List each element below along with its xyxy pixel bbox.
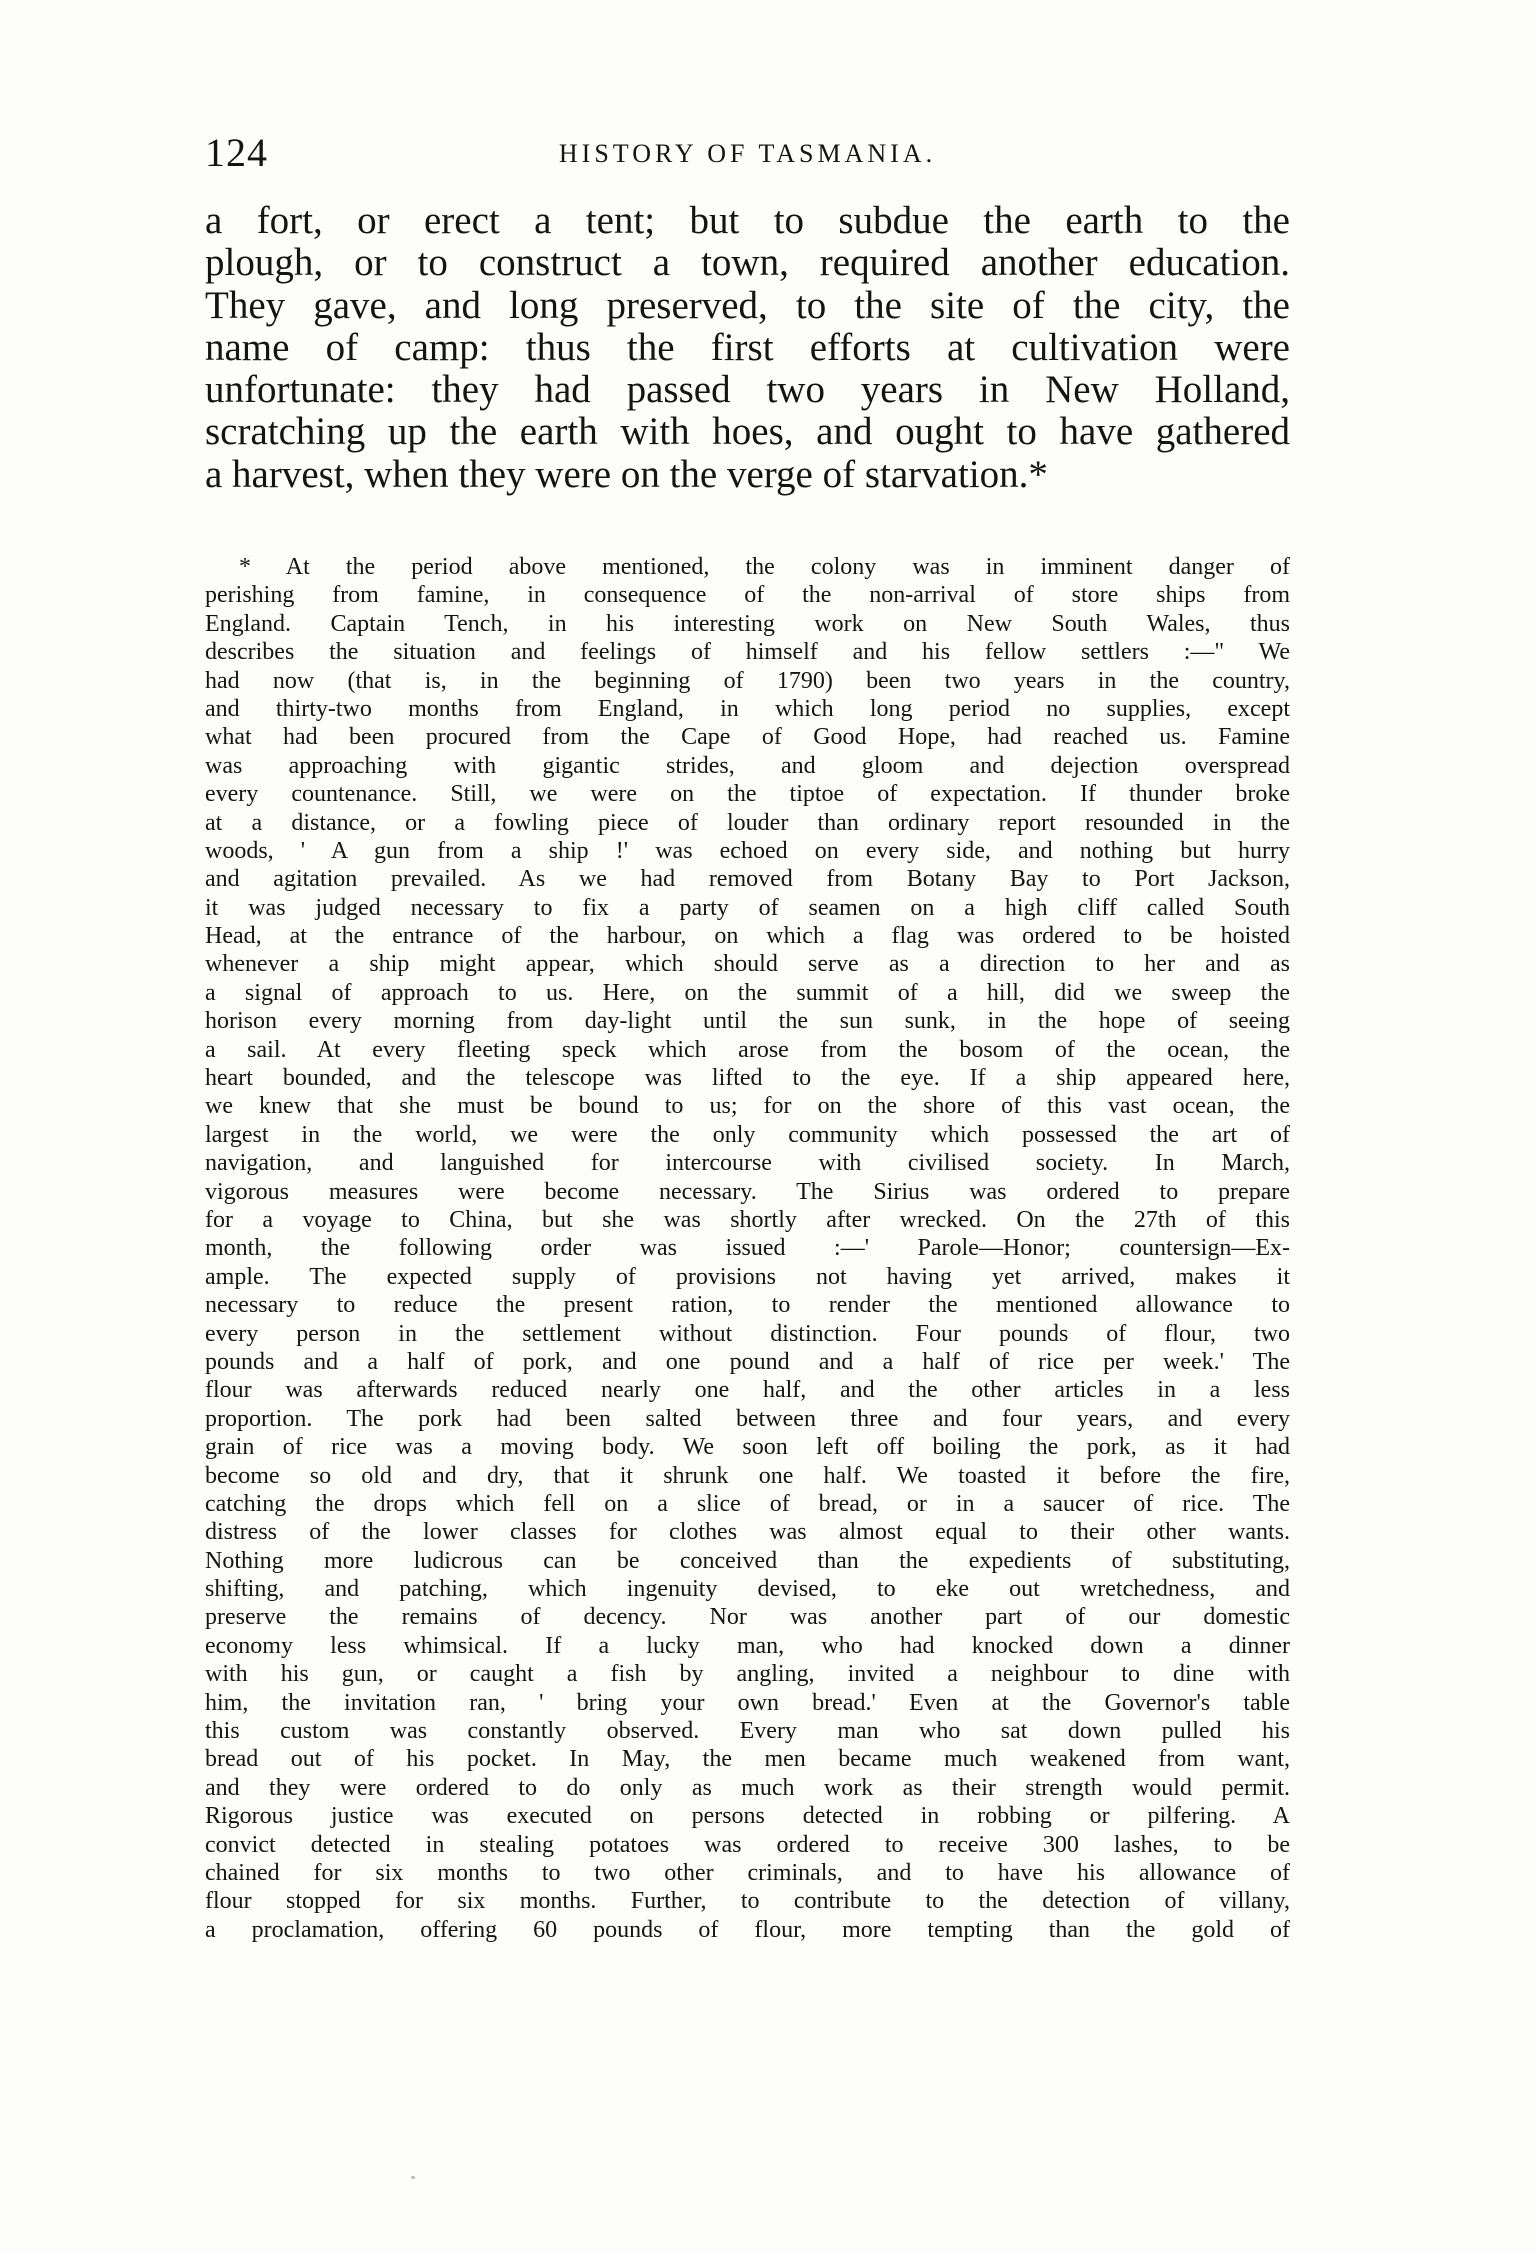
- footnote-line: was approaching with gigantic strides, and gloom and dejection overspread: [205, 752, 1290, 779]
- footnote-line: and thirty-two months from England, in which long period no supplies, except: [205, 695, 1290, 722]
- footnote-line: every person in the settlement without distinction. Four pounds of flour, two: [205, 1320, 1290, 1347]
- footnote-line: grain of rice was a moving body. We soon left off boiling the pork, as it had: [205, 1434, 1290, 1461]
- footnote-line: vigorous measures were become necessary. The Sirius was ordered to prepare: [205, 1178, 1290, 1205]
- footnote-line: Nothing more ludicrous can be conceived than the expedients of substituting,: [205, 1547, 1290, 1574]
- footnote-line: * At the period above mentioned, the colony was in imminent danger of: [239, 554, 1290, 580]
- footnote-line: a signal of approach to us. Here, on the summit of a hill, did we sweep the: [205, 979, 1290, 1006]
- body-text-line: a harvest, when they were on the verge of starvation.*: [205, 452, 1048, 496]
- footnote-line: economy less whimsical. If a lucky man, who had knocked down a dinner: [205, 1632, 1290, 1659]
- footnote-line: become so old and dry, that it shrunk one half. We toasted it before the fire,: [205, 1462, 1290, 1489]
- footnote-line: heart bounded, and the telescope was lifted to the eye. If a ship appeared here,: [205, 1065, 1290, 1092]
- body-text-line: a fort, or erect a tent; but to subdue the earth to the: [205, 199, 1290, 242]
- body-text-line: They gave, and long preserved, to the site of the city, the: [205, 283, 1290, 327]
- footnote-line: describes the situation and feelings of himself and his fellow settlers :—" We: [205, 639, 1290, 666]
- footnote: [205, 553, 1290, 1944]
- footnote-line: necessary to reduce the present ration, to render the mentioned allowance to: [205, 1292, 1290, 1319]
- footnote-line: shifting, and patching, which ingenuity devised, to eke out wretchedness, and: [205, 1576, 1290, 1603]
- footnote-line: woods, ' A gun from a ship !' was echoed on every side, and nothing but hurry: [205, 837, 1290, 864]
- body-text-line: unfortunate: they had passed two years in New Holland,: [205, 368, 1290, 412]
- footnote-line: this custom was constantly observed. Every man who sat down pulled his: [205, 1718, 1290, 1745]
- footnote-line: with his gun, or caught a fish by angling, invited a neighbour to dine with: [205, 1661, 1290, 1688]
- footnote-line: chained for six months to two other criminals, and to have his allowance of: [205, 1859, 1290, 1886]
- footnote-line: month, the following order was issued :—' Parole—Honor; countersign—Ex-: [205, 1235, 1290, 1262]
- footnote-line: perishing from famine, in consequence of the non-arrival of store ships from: [205, 582, 1290, 609]
- footnote-line: what had been procured from the Cape of Good Hope, had reached us. Famine: [205, 724, 1290, 751]
- page-header: [205, 128, 1290, 178]
- footnote-line: England. Captain Tench, in his interesting work on New South Wales, thus: [205, 610, 1290, 637]
- footnote-line: largest in the world, we were the only community which possessed the art of: [205, 1121, 1290, 1148]
- footnote-line: at a distance, or a fowling piece of louder than ordinary report resounded in the: [205, 809, 1290, 836]
- footnote-line: catching the drops which fell on a slice of bread, or in a saucer of rice. The: [205, 1490, 1290, 1517]
- footnote-line: flour was afterwards reduced nearly one half, and the other articles in a less: [205, 1377, 1290, 1404]
- footnote-line: every countenance. Still, we were on the tiptoe of expectation. If thunder broke: [205, 781, 1290, 808]
- main-paragraph: [205, 200, 1290, 496]
- footnote-line: for a voyage to China, but she was shortly after wrecked. On the 27th of this: [205, 1206, 1290, 1233]
- footnote-line: and agitation prevailed. As we had removed from Botany Bay to Port Jackson,: [205, 866, 1290, 893]
- footnote-line: whenever a ship might appear, which should serve as a direction to her and as: [205, 951, 1290, 978]
- footnote-line: and they were ordered to do only as much work as their strength would permit.: [205, 1774, 1290, 1801]
- footnote-line: flour stopped for six months. Further, to contribute to the detection of villany,: [205, 1888, 1290, 1915]
- footnote-line: a proclamation, offering 60 pounds of flour, more tempting than the gold of: [205, 1916, 1290, 1943]
- body-text-line: scratching up the earth with hoes, and ought to have gathered: [205, 410, 1290, 454]
- paper-speck: [411, 2176, 415, 2179]
- footnote-line: ample. The expected supply of provisions not having yet arrived, makes it: [205, 1263, 1290, 1290]
- footnote-line: pounds and a half of pork, and one pound and a half of rice per week.' The: [205, 1348, 1290, 1375]
- footnote-line: distress of the lower classes for clothes was almost equal to their other wants.: [205, 1519, 1290, 1546]
- footnote-line: Head, at the entrance of the harbour, on which a flag was ordered to be hoisted: [205, 923, 1290, 950]
- footnote-line: horison every morning from day-light until the sun sunk, in the hope of seeing: [205, 1008, 1290, 1035]
- footnote-line: him, the invitation ran, ' bring your own bread.' Even at the Governor's table: [205, 1689, 1290, 1716]
- footnote-line: bread out of his pocket. In May, the men became much weakened from want,: [205, 1746, 1290, 1773]
- footnote-line: convict detected in stealing potatoes was ordered to receive 300 lashes, to be: [205, 1831, 1290, 1858]
- body-text-line: name of camp: thus the first efforts at cultivation were: [205, 325, 1290, 369]
- footnote-line: Rigorous justice was executed on persons detected in robbing or pilfering. A: [205, 1803, 1290, 1830]
- footnote-line: proportion. The pork had been salted between three and four years, and every: [205, 1405, 1290, 1432]
- page-number: 124: [205, 130, 268, 175]
- footnote-line: had now (that is, in the beginning of 1790) been two years in the country,: [205, 667, 1290, 694]
- footnote-line: preserve the remains of decency. Nor was another part of our domestic: [205, 1604, 1290, 1631]
- footnote-line: navigation, and languished for intercourse with civilised society. In March,: [205, 1150, 1290, 1177]
- footnote-line: we knew that she must be bound to us; for on the shore of this vast ocean, the: [205, 1093, 1290, 1120]
- footnote-line: it was judged necessary to fix a party of seamen on a high cliff called South: [205, 894, 1290, 921]
- body-text-line: plough, or to construct a town, required another education.: [205, 241, 1290, 285]
- running-head: HISTORY OF TASMANIA.: [558, 139, 937, 168]
- footnote-line: a sail. At every fleeting speck which arose from the bosom of the ocean, the: [205, 1036, 1290, 1063]
